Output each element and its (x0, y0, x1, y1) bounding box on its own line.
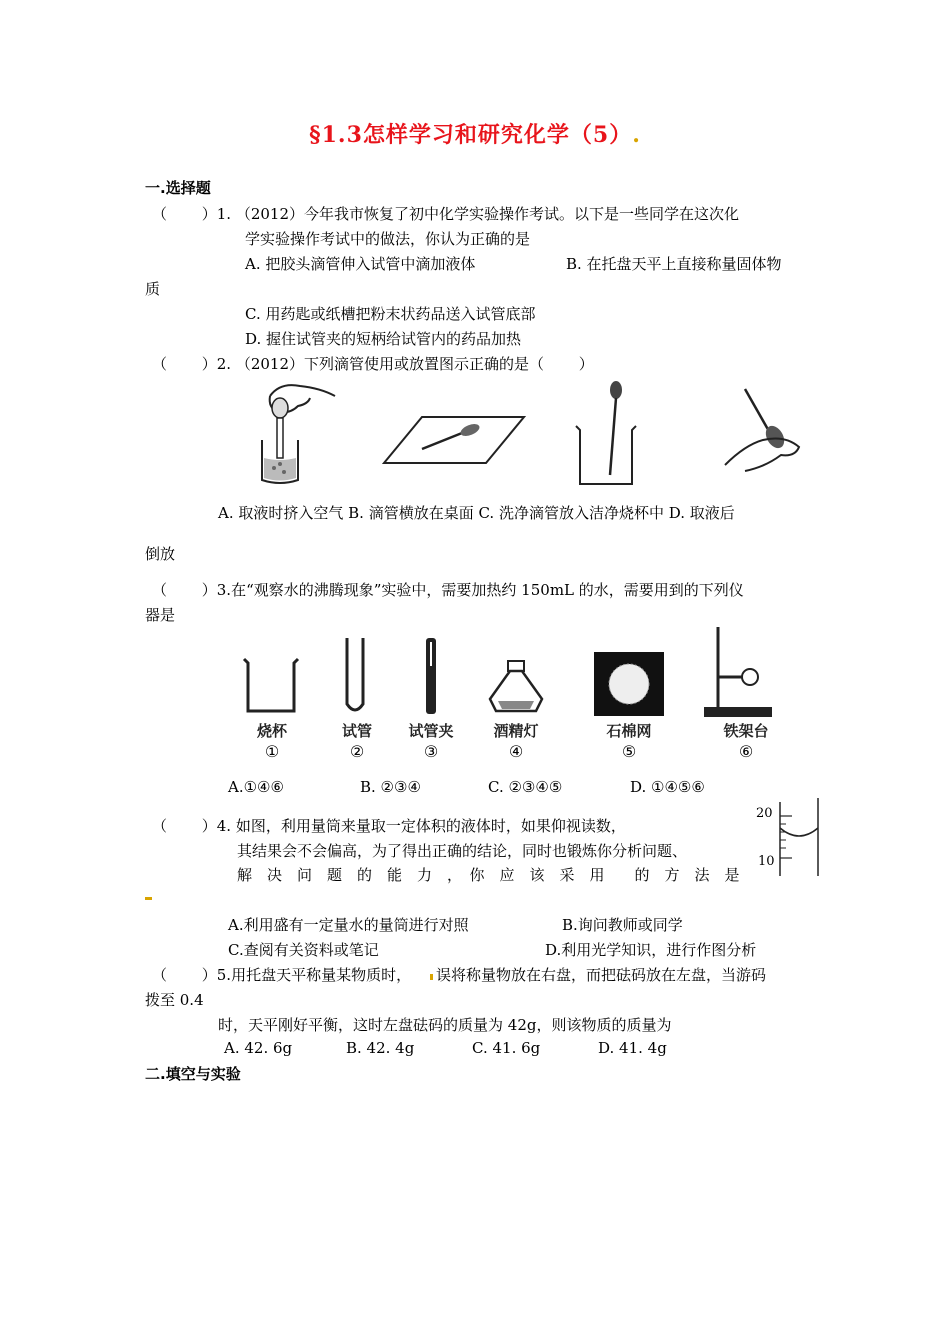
stray-mark-2 (430, 974, 433, 980)
dropper-on-table-figure (382, 415, 527, 465)
q4-stem-line2: 其结果会不会偏高，为了得出正确的结论，同时也锻炼你分析问题、 (237, 842, 688, 860)
dropper-in-beaker-figure (570, 380, 640, 490)
graduated-cylinder-figure (752, 798, 822, 878)
q5-option-b: B. 42. 4g (346, 1039, 415, 1057)
q1-option-a: A. 把胶头滴管伸入试管中滴加液体 (245, 255, 476, 273)
instrument-num-2: ② (349, 742, 365, 761)
instrument-num-6: ⑥ (738, 742, 754, 761)
title-dot: . (632, 122, 641, 148)
q5-stem-line1a: （ ）5.用托盘天平称量某物质时， (152, 966, 412, 984)
instrument-name-3: 试管夹 (408, 722, 454, 740)
q5-stem-line2: 拨至 0.4 (145, 991, 204, 1009)
q3-option-c: C. ②③④⑤ (488, 778, 563, 796)
instrument-name-1: 烧杯 (256, 722, 287, 740)
q5-option-a: A. 42. 6g (224, 1039, 293, 1057)
q5-option-c: C. 41. 6g (472, 1039, 541, 1057)
q1-option-c: C. 用药匙或纸槽把粉末状药品送入试管底部 (245, 305, 536, 323)
instrument-name-2: 试管 (341, 722, 372, 740)
q4-option-c: C.查阅有关资料或笔记 (228, 941, 379, 959)
instrument-name-6: 铁架台 (723, 722, 769, 740)
dropper-squeeze-figure (250, 378, 340, 486)
q5-option-d: D. 41. 4g (598, 1039, 667, 1057)
q1-option-d: D. 握住试管夹的短柄给试管内的药品加热 (245, 330, 522, 348)
q2-options: A. 取液时挤入空气 B. 滴管横放在桌面 C. 洗净滴管放入洁净烧杯中 D. 取液后 (218, 504, 735, 522)
q1-stem-line1: （ ）1. （2012）今年我市恢复了初中化学实验操作考试。以下是一些同学在这次化 (152, 205, 740, 223)
q2-options-cont: 倒放 (145, 545, 176, 563)
q4-option-a: A.利用盛有一定量水的量筒进行对照 (228, 916, 469, 934)
test-tube-icon (340, 636, 370, 718)
q3-stem-line1: （ ）3.在“观察水的沸腾现象”实验中，需要加热约 150mL 的水，需要用到的下列仪 (152, 581, 744, 599)
q3-stem-line2: 器是 (145, 606, 176, 624)
q5-stem-line3: 时，天平刚好平衡，这时左盘砝码的质量为 42g，则该物质的质量为 (218, 1016, 672, 1034)
instrument-name-4: 酒精灯 (493, 722, 539, 740)
page-title (0, 118, 950, 149)
instrument-num-5: ⑤ (621, 742, 637, 761)
q4-option-b: B.询问教师或同学 (562, 916, 683, 934)
stray-mark (145, 897, 152, 900)
q1-option-b-cont: 质 (145, 280, 161, 298)
iron-stand-icon (700, 625, 776, 719)
q4-option-d: D.利用光学知识，进行作图分析 (545, 941, 757, 959)
q3-option-b: B. ②③④ (360, 778, 421, 796)
q3-option-d: D. ①④⑤⑥ (630, 778, 705, 796)
instrument-num-3: ③ (423, 742, 439, 761)
section-heading-fill: 二.填空与实验 (145, 1065, 241, 1083)
dropper-inverted-figure (715, 385, 805, 475)
q4-stem-line1: （ ）4. 如图，利用量筒来量取一定体积的液体时，如果仰视读数， (152, 817, 626, 835)
instrument-num-1: ① (264, 742, 280, 761)
title-text: §1.3怎样学习和研究化学（5） (309, 122, 633, 148)
instrument-num-4: ④ (508, 742, 524, 761)
section-heading-choice: 一.选择题 (145, 179, 211, 197)
q5-stem-line1b: 误将称量物放在右盘，而把砝码放在左盘，当游码 (436, 966, 767, 984)
asbestos-net-icon (592, 650, 666, 718)
q1-option-b: B. 在托盘天平上直接称量固体物 (566, 255, 782, 273)
beaker-icon (240, 655, 300, 715)
q1-stem-line2: 学实验操作考试中的做法，你认为正确的是 (245, 230, 531, 248)
q3-option-a: A.①④⑥ (228, 778, 284, 796)
q2-stem: （ ）2. （2012）下列滴管使用或放置图示正确的是（ ） (152, 355, 594, 373)
instrument-name-5: 石棉网 (606, 722, 652, 740)
test-tube-clamp-icon (420, 636, 442, 718)
q4-stem-line3: 解 决 问 题 的 能 力 ， 你 应 该 采 用 的 方 法 是 (237, 866, 740, 884)
cylinder-label-20: 20 (756, 806, 773, 821)
alcohol-lamp-icon (486, 655, 546, 715)
cylinder-label-10: 10 (758, 854, 775, 869)
